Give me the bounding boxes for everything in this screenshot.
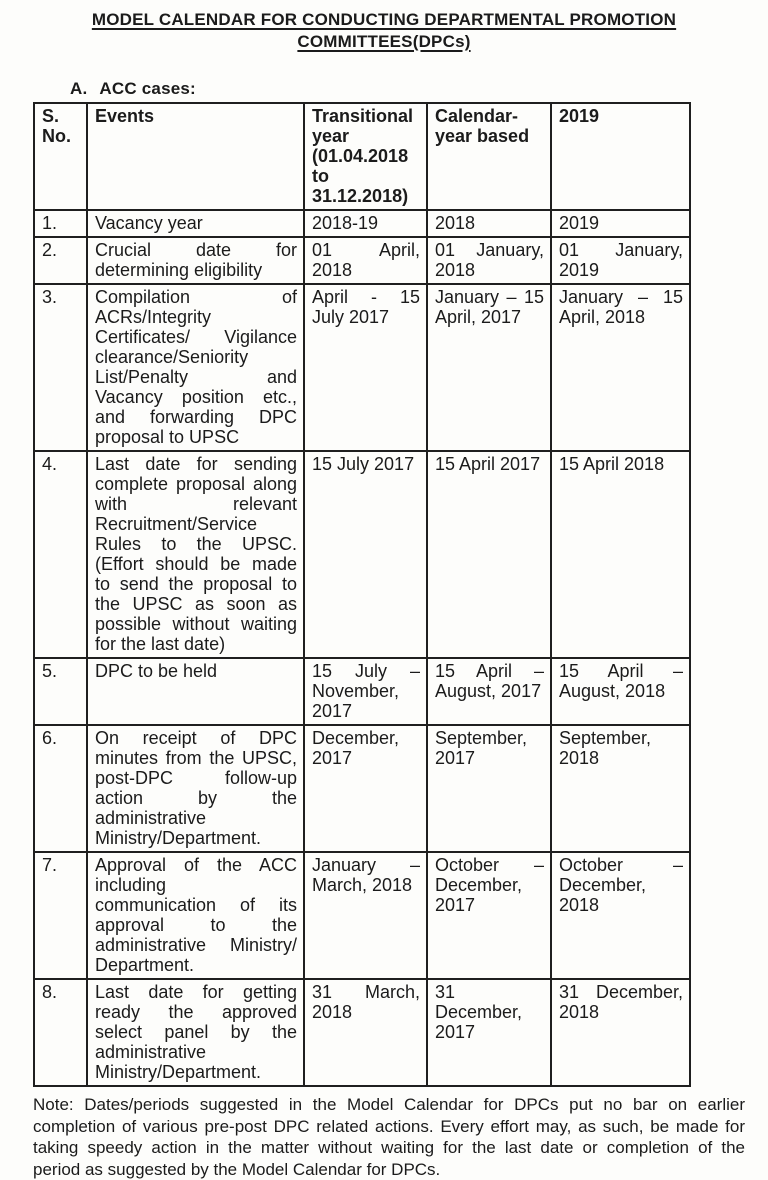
cell-event: On receipt of DPC minutes from the UPSC, post-DPC follow-up action by the administrative Ministry/Department. <box>88 726 305 853</box>
cell-calendar: January – 15 April, 2017 <box>428 285 552 452</box>
cell-sno: 5. <box>35 659 88 726</box>
header-events: Events <box>88 104 305 211</box>
section-label <box>70 79 768 99</box>
cell-calendar: 15 April – August, 2017 <box>428 659 552 726</box>
cell-transitional: 15 July 2017 <box>305 452 428 659</box>
cell-calendar: October – December, 2017 <box>428 853 552 980</box>
section-text: ACC cases: <box>99 79 196 98</box>
table-header-row <box>35 104 691 211</box>
cell-2019: September, 2018 <box>552 726 691 853</box>
cell-transitional: 01 April, 2018 <box>305 238 428 285</box>
table-row <box>35 238 691 285</box>
cell-transitional: 15 July – November, 2017 <box>305 659 428 726</box>
table-row <box>35 980 691 1087</box>
cell-event: Approval of the ACC including communication of its approval to the administrative Ministry/ Department. <box>88 853 305 980</box>
cell-sno: 7. <box>35 853 88 980</box>
cell-2019: 15 April – August, 2018 <box>552 659 691 726</box>
cell-event: Last date for sending complete proposal along with relevant Recruitment/Service Rules to the UPSC. (Effort should be made to send the proposal to the UPSC as soon as possible without waiting for the last date) <box>88 452 305 659</box>
cell-calendar: 31 December, 2017 <box>428 980 552 1087</box>
table-row <box>35 659 691 726</box>
title-line-1: MODEL CALENDAR FOR CONDUCTING DEPARTMENTAL PROMOTION <box>91 10 677 29</box>
cell-transitional: 31 March, 2018 <box>305 980 428 1087</box>
cell-calendar: 01 January, 2018 <box>428 238 552 285</box>
cell-sno: 8. <box>35 980 88 1087</box>
header-2019: 2019 <box>552 104 691 211</box>
cell-event: Vacancy year <box>88 211 305 238</box>
header-transitional-year: Transitional year (01.04.2018 to 31.12.2018) <box>305 104 428 211</box>
cell-calendar: 15 April 2017 <box>428 452 552 659</box>
cell-2019: 15 April 2018 <box>552 452 691 659</box>
header-sno: S. No. <box>35 104 88 211</box>
document-title <box>0 0 768 53</box>
cell-2019: January – 15 April, 2018 <box>552 285 691 452</box>
table-row <box>35 452 691 659</box>
table-row <box>35 726 691 853</box>
note-paragraph: Note: Dates/periods suggested in the Model Calendar for DPCs put no bar on earlier completion of various pre-post DPC related actions. Every effort may, as such, be made for taking speedy action in the matter without waiting for the last date or completion of the period as suggested by the Model Calendar for DPCs. <box>33 1095 745 1179</box>
cell-sno: 4. <box>35 452 88 659</box>
cell-sno: 1. <box>35 211 88 238</box>
cell-calendar: September, 2017 <box>428 726 552 853</box>
cell-transitional: January – March, 2018 <box>305 853 428 980</box>
cell-2019: 31 December, 2018 <box>552 980 691 1087</box>
cell-2019: October – December, 2018 <box>552 853 691 980</box>
cell-sno: 3. <box>35 285 88 452</box>
acc-cases-table <box>33 102 691 1087</box>
header-calendar-year: Calendar- year based <box>428 104 552 211</box>
cell-event: Compilation of ACRs/Integrity Certificates/ Vigilance clearance/Seniority List/Penalty and Vacancy position etc., and forwarding DPC proposal to UPSC <box>88 285 305 452</box>
section-prefix: A. <box>70 79 88 98</box>
title-line-2: COMMITTEES(DPCs) <box>297 32 471 51</box>
cell-transitional: 2018-19 <box>305 211 428 238</box>
cell-sno: 6. <box>35 726 88 853</box>
cell-event: DPC to be held <box>88 659 305 726</box>
cell-transitional: December, 2017 <box>305 726 428 853</box>
cell-event: Crucial date for determining eligibility <box>88 238 305 285</box>
cell-event: Last date for getting ready the approved select panel by the administrative Ministry/Department. <box>88 980 305 1087</box>
cell-sno: 2. <box>35 238 88 285</box>
cell-transitional: April - 15 July 2017 <box>305 285 428 452</box>
cell-calendar: 2018 <box>428 211 552 238</box>
cell-2019: 2019 <box>552 211 691 238</box>
table-row <box>35 853 691 980</box>
cell-2019: 01 January, 2019 <box>552 238 691 285</box>
table-row <box>35 285 691 452</box>
table-row <box>35 211 691 238</box>
